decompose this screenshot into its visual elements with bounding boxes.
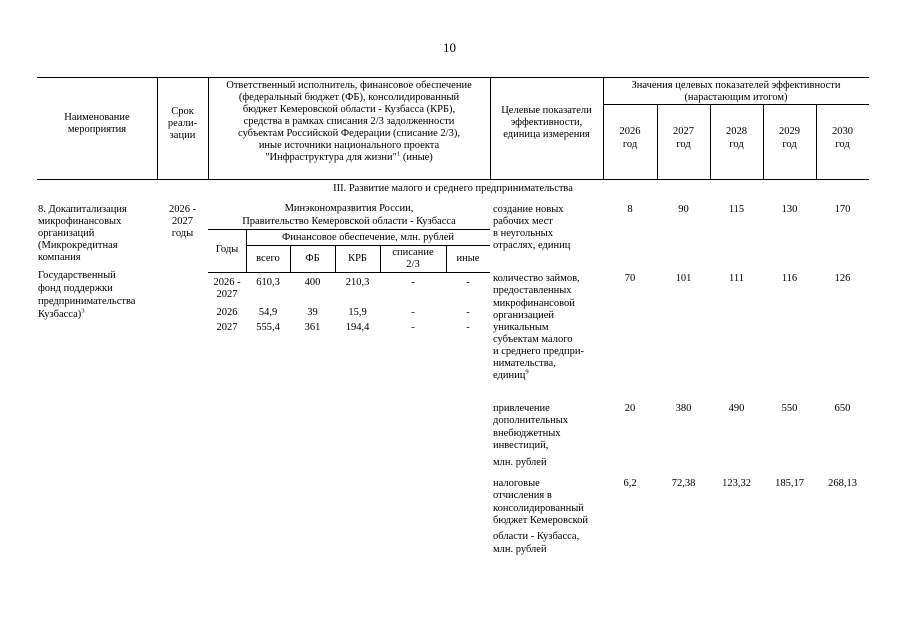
- header-targets-line: единица измерения: [503, 129, 590, 140]
- fin-row-year: 2026: [216, 307, 238, 318]
- fin-title-border: [246, 245, 490, 246]
- indicator-value: 550: [781, 403, 798, 414]
- fin-row-krb: 15,9: [348, 307, 367, 318]
- indicator-value: 126: [834, 273, 851, 284]
- indicator-line: субъектам малого: [493, 334, 573, 345]
- header-term-line: реали-: [167, 118, 198, 129]
- indicator-line: млн. рублей: [493, 457, 547, 468]
- indicator-line: рабочих мест: [493, 216, 553, 227]
- indicator-line: внебюджетных: [493, 428, 561, 439]
- page-number: 10: [443, 40, 456, 55]
- header-year: 2028: [726, 126, 747, 137]
- indicator-value: 490: [728, 403, 745, 414]
- indicator-value: 130: [781, 204, 798, 215]
- fin-row-writeoff: -: [411, 277, 415, 288]
- header-year: 2030: [832, 126, 853, 137]
- item-name-line: организаций: [38, 228, 95, 239]
- item-term-line: 2027: [172, 216, 193, 227]
- indicator-value: 20: [624, 403, 636, 414]
- item-name-line: предпринимательства: [38, 296, 136, 307]
- header-resp-line: иные источники национального проекта: [258, 140, 440, 151]
- header-resp-line: средства в рамках списания 2/3 задолженности: [243, 116, 455, 127]
- indicator-line: консолидированный: [493, 503, 584, 514]
- header-year-unit: год: [729, 139, 744, 150]
- indicator-line: отраслях, единиц: [493, 240, 571, 251]
- fin-row-fb: 400: [304, 277, 321, 288]
- item-name-text: Кузбасса): [38, 309, 82, 320]
- header-bottom-border: [37, 179, 869, 180]
- header-targets-line: эффективности,: [510, 117, 583, 128]
- fin-row-total: 555,4: [256, 322, 280, 333]
- fin-row-year: 2027: [216, 322, 238, 333]
- section-title: III. Развитие малого и среднего предпринимательства: [333, 183, 573, 194]
- fin-row-fb: 39: [307, 307, 318, 318]
- indicator-line: предоставленных: [493, 285, 572, 296]
- fin-row-total: 54,9: [258, 307, 278, 318]
- indicator-line: млн. рублей: [493, 544, 547, 555]
- fin-row-writeoff: -: [411, 322, 415, 333]
- header-year-unit: год: [622, 139, 638, 150]
- header-resp-line: субъектам Российской Федерации (списание 2/3),: [238, 128, 460, 139]
- indicator-value: 70: [624, 273, 636, 284]
- header-resp-last-line: [208, 152, 490, 164]
- header-resp-project: "Инфраструктура для жизни": [265, 152, 397, 163]
- header-term-line: зации: [169, 130, 196, 141]
- fin-row-year: 2026 -: [213, 277, 241, 288]
- indicator-line: привлечение: [493, 403, 550, 414]
- header-name-line: мероприятия: [67, 124, 127, 135]
- indicator-line: отчисления в: [493, 490, 552, 501]
- item-name-line: фонд поддержки: [38, 283, 113, 294]
- header-resp-other: (иные): [400, 152, 433, 163]
- indicator-value: 101: [675, 273, 692, 284]
- footnote-mark: 9: [525, 368, 529, 376]
- indicator-line: дополнительных: [493, 415, 569, 426]
- header-year: 2027: [673, 126, 694, 137]
- indicator-value: 185,17: [775, 478, 804, 489]
- indicator-line: организацией: [493, 310, 555, 321]
- indicator-line-text: единиц: [493, 370, 526, 381]
- fin-col-other: иные: [456, 253, 480, 264]
- header-resp-line: Ответственный исполнитель, финансовое обеспечение: [226, 80, 472, 91]
- table-top-border: [37, 77, 869, 78]
- fin-col-krb: КРБ: [348, 253, 367, 264]
- fin-row-krb: 194,4: [345, 322, 370, 333]
- fin-title: Финансовое обеспечение, млн. рублей: [282, 232, 454, 243]
- header-resp-line: бюджет Кемеровской области - Кузбасса (КРБ),: [242, 104, 456, 115]
- fin-table-top-border: [208, 229, 490, 230]
- fin-row-other: -: [466, 307, 470, 318]
- item-name-line: микрофинансовых: [38, 216, 122, 227]
- fin-years-label: Годы: [215, 244, 239, 255]
- item-name-last-line: [38, 309, 84, 321]
- header-year: 2026: [619, 126, 641, 137]
- header-values-title: Значения целевых показателей эффективности: [631, 80, 841, 91]
- header-name-line: Наименование: [64, 112, 130, 123]
- header-year-unit: год: [782, 139, 797, 150]
- footnote-mark: 1: [396, 150, 401, 158]
- fin-col-writeoff-line: списание: [392, 247, 434, 258]
- indicator-line: создание новых: [493, 204, 564, 215]
- item-name-line: 8. Докапитализация: [38, 204, 127, 215]
- indicator-value: 8: [627, 204, 633, 215]
- indicator-value: 115: [728, 204, 745, 215]
- indicator-value: 72,38: [671, 478, 696, 489]
- header-year-unit: год: [676, 139, 691, 150]
- indicator-value: 380: [675, 403, 692, 414]
- indicator-line: количество займов,: [493, 273, 580, 284]
- header-targets-line: Целевые показатели: [501, 105, 592, 116]
- fin-row-year: 2027: [216, 289, 238, 300]
- indicator-value: 170: [834, 204, 851, 215]
- fin-row-writeoff: -: [411, 307, 415, 318]
- item-name-line: компания: [38, 252, 81, 263]
- header-year: 2029: [779, 126, 800, 137]
- indicator-last-line: [493, 370, 529, 382]
- header-values-subtitle: (нарастающим итогом): [684, 92, 788, 103]
- indicator-value: 268,13: [828, 478, 857, 489]
- indicator-line: инвестиций,: [493, 440, 549, 451]
- indicator-value: 111: [729, 273, 744, 284]
- item-name-line: Государственный: [38, 270, 116, 281]
- indicator-line: в неугольных: [493, 228, 553, 239]
- indicator-line: микрофинансовой: [493, 298, 575, 309]
- indicator-line: области - Кузбасса,: [493, 531, 580, 542]
- fin-row-other: -: [466, 277, 470, 288]
- item-name-line: (Микрокредитная: [38, 240, 118, 251]
- indicator-value: 123,32: [722, 478, 751, 489]
- indicator-value: 650: [834, 403, 851, 414]
- header-term-line: Срок: [171, 106, 194, 117]
- fin-row-fb: 361: [304, 322, 321, 333]
- fin-row-total: 610,3: [256, 277, 280, 288]
- indicator-line: бюджет Кемеровской: [493, 515, 589, 526]
- fin-col-total: всего: [256, 253, 280, 264]
- executor-line: Правительство Кемеровской области - Кузбасса: [242, 216, 456, 227]
- indicator-line: нимательства,: [493, 358, 556, 369]
- indicator-line: налоговые: [493, 478, 540, 489]
- fin-row-krb: 210,3: [345, 277, 370, 288]
- indicator-value: 6,2: [623, 478, 637, 489]
- header-year-unit: год: [835, 139, 850, 150]
- fin-row-other: -: [466, 322, 470, 333]
- executor-line: Минэкономразвития России,: [284, 203, 414, 214]
- indicator-line: и среднего предпри-: [493, 346, 584, 357]
- fin-header-border: [208, 272, 490, 273]
- indicator-value: 90: [678, 204, 689, 215]
- item-term-line: 2026 -: [168, 204, 197, 215]
- indicator-value: 116: [781, 273, 798, 284]
- fin-col-writeoff-line: 2/3: [406, 259, 420, 270]
- indicator-line: уникальным: [493, 322, 549, 333]
- item-term-line: годы: [171, 228, 194, 239]
- header-resp-line: (федеральный бюджет (ФБ), консолидированный: [238, 92, 460, 103]
- fin-col-fb: ФБ: [305, 253, 320, 264]
- footnote-mark: 3: [81, 307, 85, 315]
